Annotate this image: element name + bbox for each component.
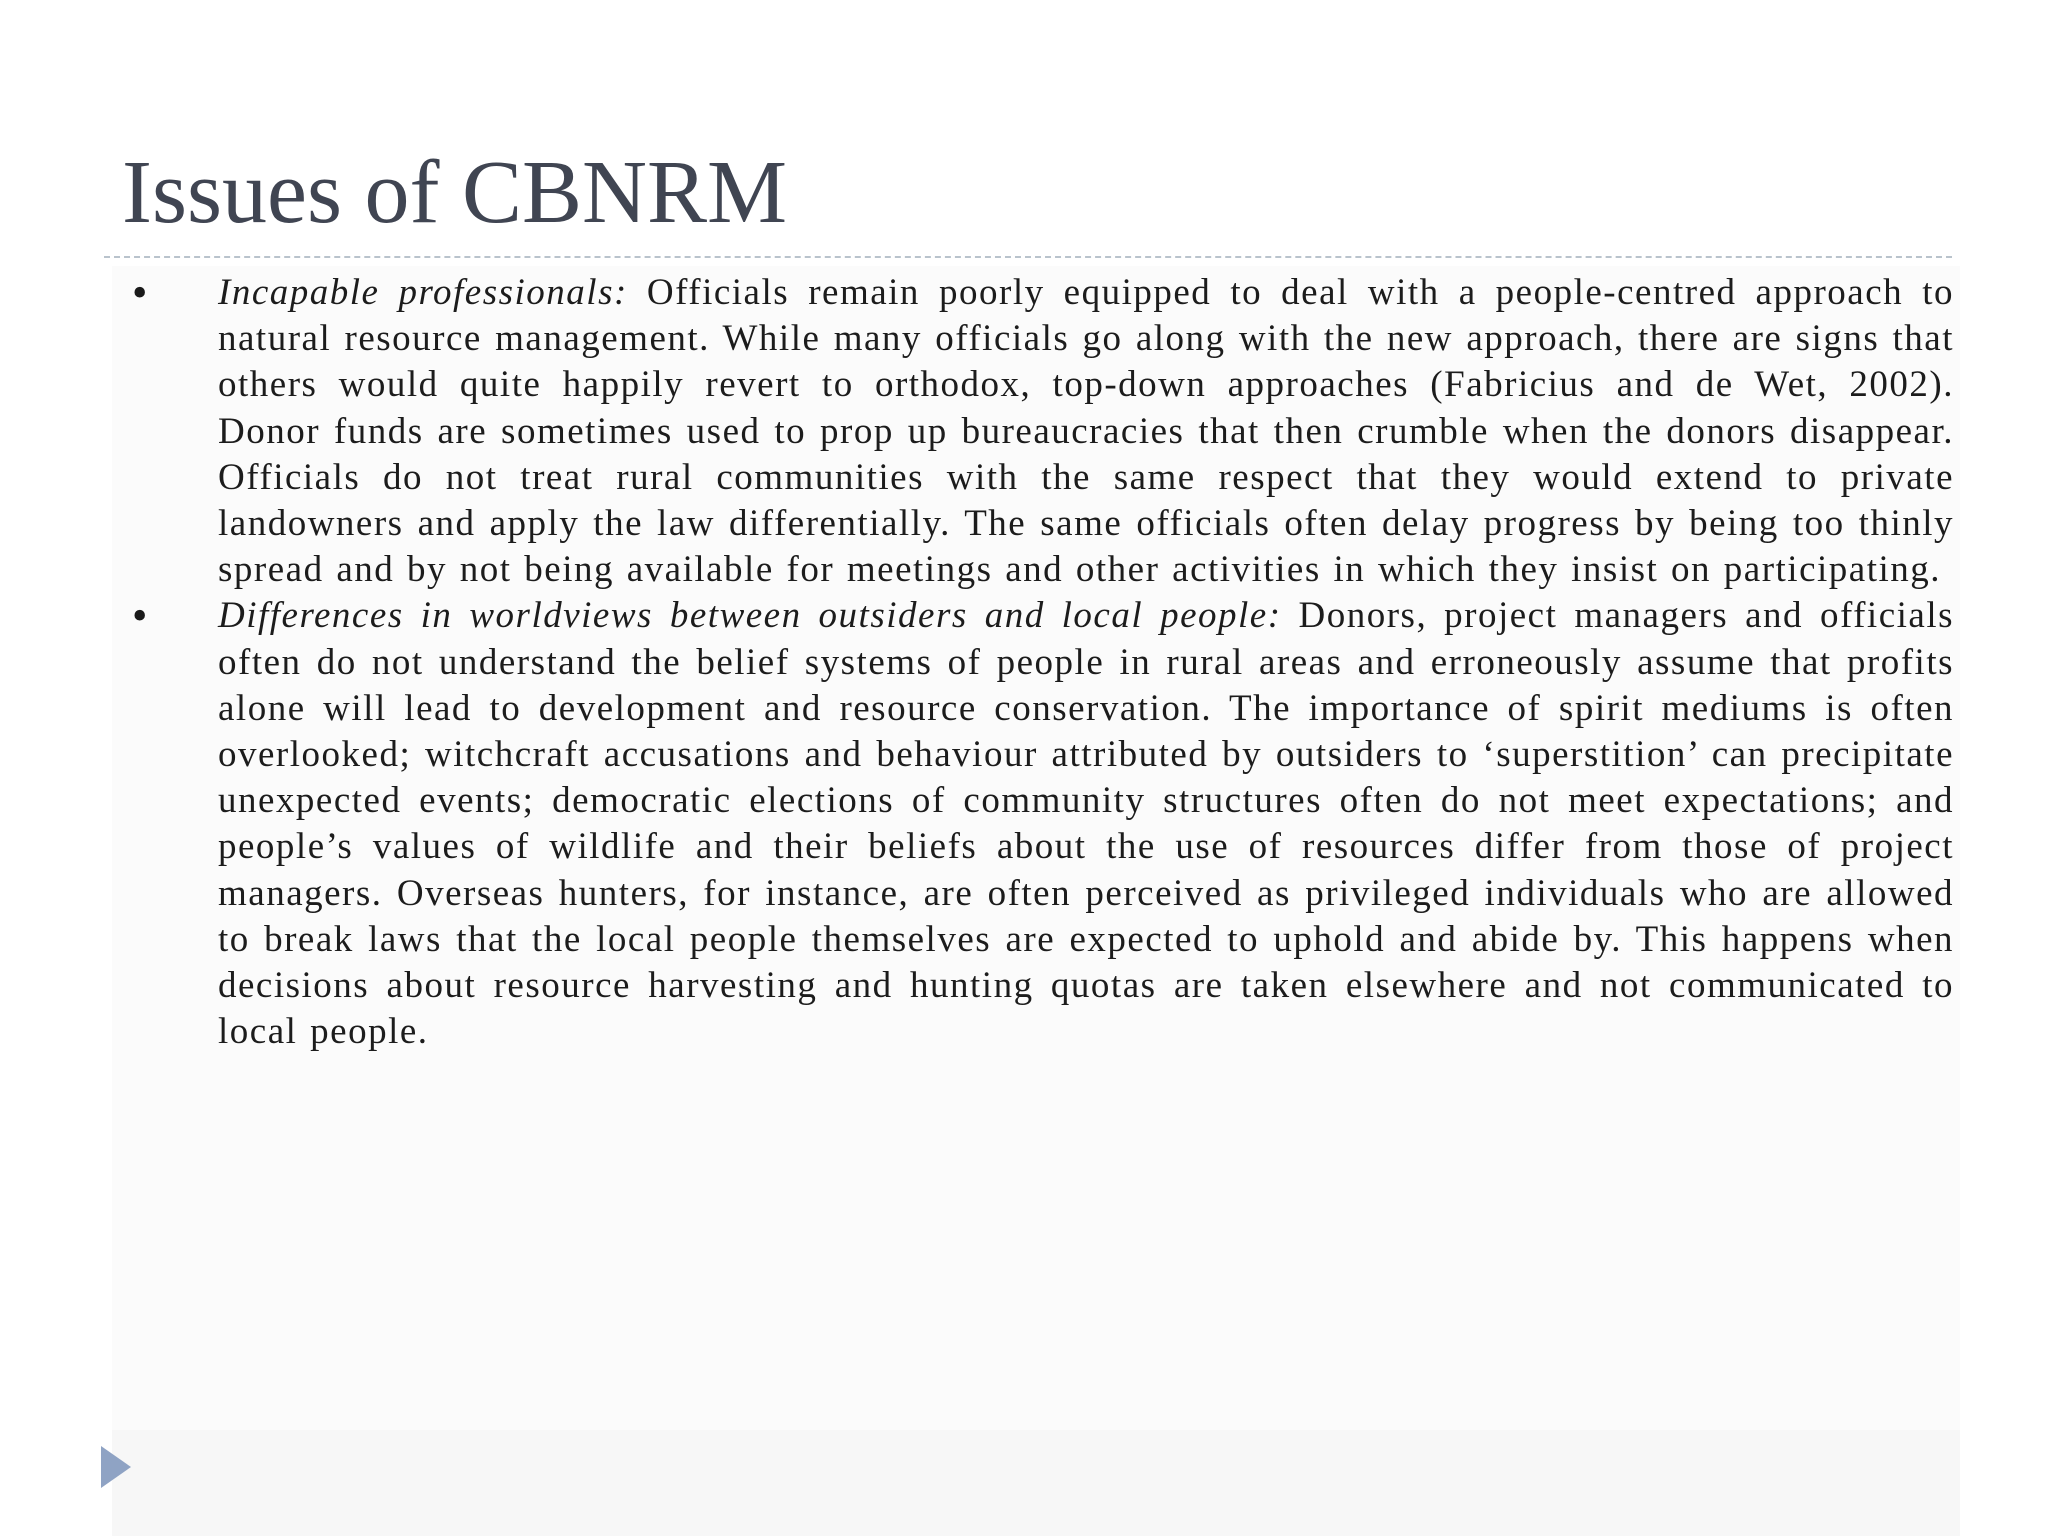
bullet-lead-term: Differences in worldviews between outsiders and local people: [218, 595, 1282, 637]
list-item-worldview-differences [112, 593, 1960, 1055]
bullet-dot-icon: • [132, 591, 148, 641]
list-item-incapable-professionals [112, 270, 1960, 593]
bullet-body-text: Officials remain poorly equipped to deal with a people-centred approach to natural resource management. While many officials go along with the new approach, there are signs that others would quite happily revert to orthodox, top-down approaches (Fabricius and de Wet, 2002). Donor funds are sometimes used to prop up bureaucracies that then crumble when the donors disappear. Officials do not treat rural communities with the same respect that they would extend to private landowners and apply the law differentially. The same officials often delay progress by being too thinly spread and by not being available for meetings and other activities in which they insist on participating. [218, 272, 1954, 591]
bullet-paragraph [218, 270, 1954, 593]
scan-bottom-margin [112, 1430, 1960, 1536]
slide-title: Issues of CBNRM [122, 143, 788, 242]
bullet-dot-icon: • [132, 268, 148, 317]
next-slide-triangle-icon[interactable] [101, 1446, 131, 1488]
bullet-paragraph [218, 593, 1954, 1055]
bullet-lead-term: Incapable professionals: [218, 272, 628, 313]
title-divider [104, 256, 1952, 258]
bullet-list [112, 270, 1960, 1055]
bullet-body-text: Donors, project managers and officials often do not understand the belief systems of people in rural areas and erroneously assume that profits alone will lead to development and resource conservation. The importance of spirit mediums is often overlooked; witchcraft accusations and behaviour attributed by outsiders to ‘superstition’ can precipitate unexpected events; democratic elections of community structures often do not meet expectations; and people’s values of wildlife and their beliefs about the use of resources differ from those of project managers. Overseas hunters, for instance, are often perceived as privileged individuals who are allowed to break laws that the local people themselves are expected to uphold and abide by. This happens when decisions about resource harvesting and hunting quotas are taken elsewhere and not communicated to local people. [218, 595, 1955, 1053]
